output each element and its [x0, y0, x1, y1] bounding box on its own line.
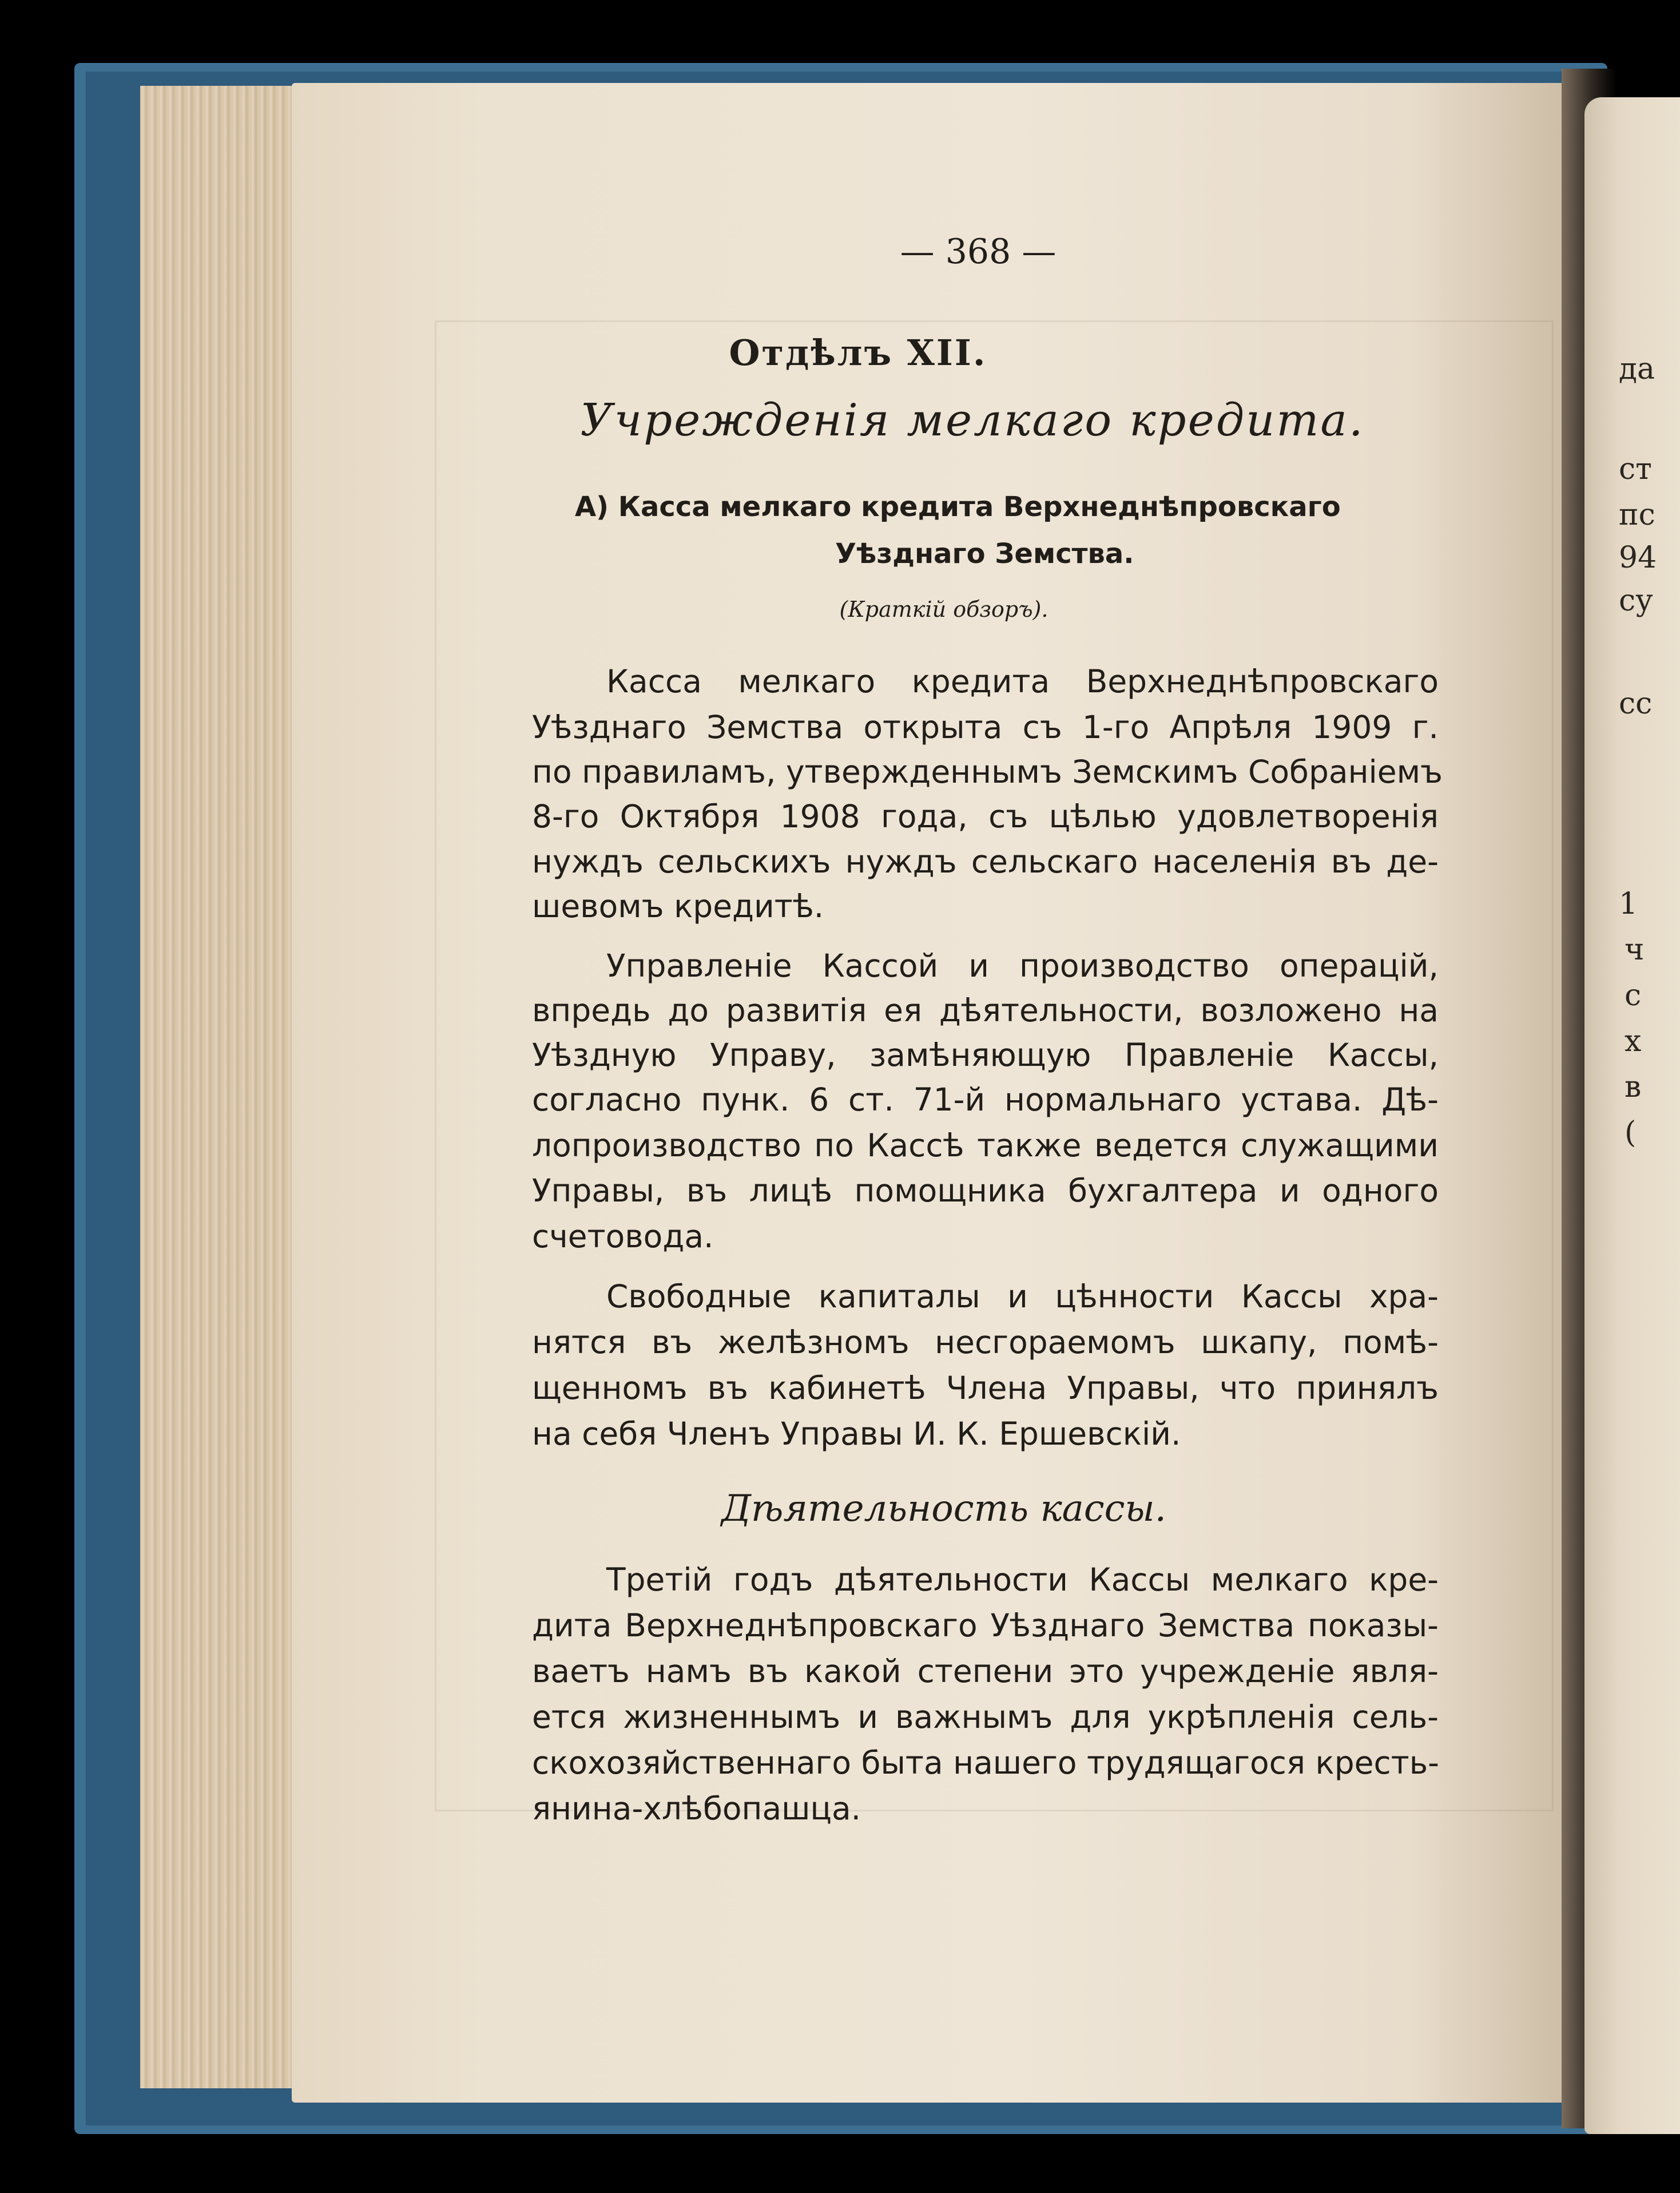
next-page-fragment: ст [1619, 452, 1652, 486]
next-page-fragment: су [1619, 584, 1653, 618]
article-heading-line1: А) Касса мелкаго кредита Верхнеднѣпровскаго [575, 491, 1341, 523]
paragraph-line: нятся въ желѣзномъ несгораемомъ шкапу, помѣ- [532, 1324, 1439, 1361]
next-page-fragment: в [1625, 1070, 1642, 1104]
paragraph-line: согласно пунк. 6 ст. 71-й нормальнаго устава. Дѣ- [532, 1081, 1439, 1118]
paragraph-line: ваетъ намъ въ какой степени это учрежденіе явля- [532, 1653, 1439, 1690]
paragraph-line: впредь до развитія ея дѣятельности, возложено на [532, 992, 1439, 1029]
article-heading-line2: Уѣзднаго Земства. [835, 538, 1134, 570]
article-subtitle: (Краткій обзоръ). [839, 597, 1048, 622]
paragraph-line: ется жизненнымъ и важнымъ для укрѣпленія сель- [532, 1699, 1439, 1735]
next-page-fragment: ( [1625, 1116, 1637, 1150]
paragraph-line: 8-го Октября 1908 года, съ цѣлью удовлетворенія [532, 798, 1439, 835]
paragraph-line: янина-хлѣбопашца. [532, 1790, 861, 1827]
section-title: Отдѣлъ XII. [729, 332, 987, 374]
paragraph-line: нуждъ сельскихъ нуждъ сельскаго населенія въ де- [532, 843, 1439, 880]
next-page-fragment: да [1619, 352, 1655, 386]
paragraph-line: Управы, въ лицѣ помощника бухгалтера и одного [532, 1172, 1439, 1209]
paragraph-line: шевомъ кредитѣ. [532, 888, 824, 925]
page-number: — 368 — [900, 232, 1057, 272]
next-page-fragment: 1 [1619, 887, 1638, 921]
paragraph-line: Управленіе Кассой и производство операцій, [606, 947, 1439, 984]
paragraph-line: по правиламъ, утвержденнымъ Земскимъ Собраніемъ [532, 754, 1443, 790]
paragraph-line: Уѣзднаго Земства открыта съ 1-го Апрѣля 1909 г. [532, 709, 1439, 745]
paragraph-line: счетовода. [532, 1218, 714, 1255]
paragraph-line: щенномъ въ кабинетѣ Члена Управы, что принялъ [532, 1370, 1439, 1406]
next-page-fragment: сс [1619, 687, 1653, 721]
next-page-fragment: ч [1625, 933, 1645, 967]
paragraph-line: Третій годъ дѣятельности Кассы мелкаго кре- [606, 1561, 1439, 1598]
paragraph-line: Свободные капиталы и цѣнности Кассы хра- [606, 1278, 1439, 1315]
paragraph-line: Касса мелкаго кредита Верхнеднѣпровскаго [606, 663, 1439, 700]
next-page-fragment: с [1625, 978, 1642, 1013]
paragraph-line: скохозяйственнаго быта нашего трудящагося кресть- [532, 1744, 1439, 1781]
chapter-title: Учрежденія мелкаго кредита. [580, 395, 1365, 446]
paragraph-line: дита Верхнеднѣпровскаго Уѣзднаго Земства показы- [532, 1607, 1439, 1644]
paragraph-line: лопроизводство по Кассѣ также ведется служащими [532, 1127, 1439, 1164]
next-page-fragment: пс [1619, 498, 1655, 532]
paragraph-line: на себя Членъ Управы И. К. Ершевскій. [532, 1415, 1181, 1452]
next-page-fragment: 94 [1619, 541, 1657, 575]
section-subheading: Дѣятельность кассы. [721, 1488, 1166, 1530]
next-page-fragment: х [1625, 1024, 1642, 1058]
paragraph-line: Уѣздную Управу, замѣняющую Правленіе Кассы, [532, 1037, 1439, 1073]
